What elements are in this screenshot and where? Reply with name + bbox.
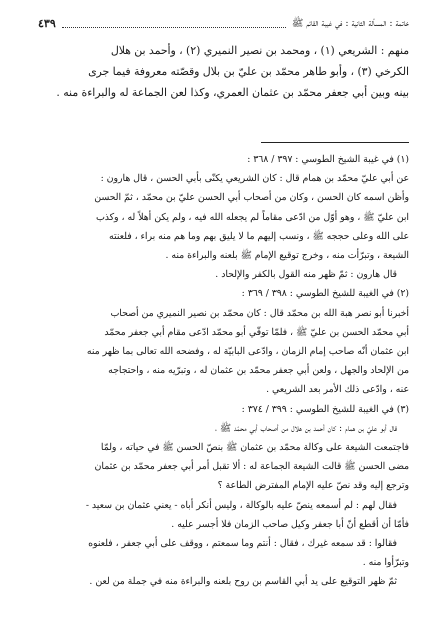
footnote-3-line: فاجتمعت الشيعة على وكالة محمّد بن عثمان ﷺ بنصّ الحسن ﷺ في حياته ، ولمّا [100,442,409,454]
footnote-2-source: (٢) في الغيبة للشيخ الطوسي : ٣٩٨ / ٣٦٩ : [241,288,409,300]
footnotes [38,150,409,592]
footnote-3-line: فقالوا : قد سمعه غيرك ، فقال : أنتم وما سمعتم ، ووقف على أبي جعفر ، فلعنوه [88,538,397,550]
footnote-2-line: من الإلحاد والجهل ، ولعن أبي جعفر محمّد بن عثمان له ، وتبرّيه منه ، واحتجاجه [108,365,409,377]
footnote-3-source: (٣) في الغيبة للشيخ الطوسي : ٣٩٩ / ٣٧٤ : [241,403,409,415]
footnote-separator [261,142,409,143]
footnote-3-line: وترجع إليه وقد نصّ عليه الإمام المفترض الطاعة ؟ [217,480,409,492]
page-number: ٤٣٩ [38,17,56,30]
footnote-2-line: ابن عثمان أنّه صاحب إمام الزمان ، وادّعى البابيّة له ، وفضحه الله تعالى بما ظهر منه [86,346,409,358]
footnote-3-line: مضى الحسن ﷺ قالت الشيعة الجماعة له : ألا تقبل أمر أبي جعفر محمّد بن عثمان [94,461,409,473]
footnote-3-line: وتبرّأوا منه . [362,557,409,569]
footnote-1-extra: قال هارون : ثمّ ظهر منه القول بالكفر والإلحاد . [215,269,397,281]
header-title: خاتمة : المسألة الثانية : في غيبة القائم ﷺ [291,18,409,29]
footnote-1-line: وأظن اسمه كان الحسن ، وكان من أصحاب أبي الحسن عليّ بن محمّد ، ثمّ الحسن [94,192,409,204]
main-line: الكرخي (٣) ، وأبو طاهر محمّد بن عليّ بن بلال وقصّته معروفة فيما جرى [88,65,409,78]
footnote-3-line: فقال لهم : لم أسمعه ينصّ عليه بالوكالة ، وليس أنكر أباه - يعني عثمان بن سعيد - [85,499,397,511]
footnote-1-line: عن أبي عليّ محمّد بن همام قال : كان الشريعي يكنّى بأبي الحسن ، قال هارون : [100,173,409,185]
main-line: منهم : الشريعي (١) ، ومحمد بن نصير النميري (٢) ، وأحمد بن هلال [110,44,409,57]
footnote-1-line: على الله وعلى حججه ﷺ ، ونسب إليهم ما لا يليق بهم وما هم منه براء ، فلعنته [109,230,409,242]
footnote-3-line: قال أبو عليّ بن همام : كان أحمد بن هلال من أصحاب أبي محمّد ﷺ ، [215,422,397,434]
footnote-2-line: أخبرنا أبو نصر هبة الله بن محمّد قال : كان محمّد بن نصير النميري من أصحاب [110,307,409,319]
main-line: بينه وبين أبي جعفر محمّد بن عثمان العمري، وكذا لعن الجماعة له والبراءة منه . [56,86,409,99]
footnote-3-line: فأمّا أن أقطع أنّ أبا جعفر وكيل صاحب الزمان فلا أجسر عليه . [171,518,409,530]
footnote-1-source: (١) في غيبة الشيخ الطوسي : ٣٩٧ / ٣٦٨ : [247,154,409,165]
footnote-2-line: أبي محمّد الحسن بن عليّ ﷺ ، فلمّا توفّي أبو محمّد ادّعى مقام أبي جعفر محمّد [104,326,409,338]
footnote-3-line: ثمّ ظهر التوقيع على يد أبي القاسم بن روح بلعنه والبراءة منه في جملة من لعن . [89,576,397,588]
footnote-1-line: الشيعة ، وتبرّأت منه ، وخرج توقيع الإمام ﷺ بلعنه والبراءة منه . [165,250,409,262]
header-dotted-leader [62,20,286,28]
footnote-2-line: عنه ، وادّعى ذلك الأمر بعد الشريعي . [266,384,409,396]
footnote-1-line: ابن عليّ ﷺ ، وهو أوّل من ادّعى مقاماً لم يجعله الله فيه ، ولم يكن أهلاً له ، وكذب [95,211,409,223]
running-header [38,17,409,31]
main-text [38,40,409,103]
